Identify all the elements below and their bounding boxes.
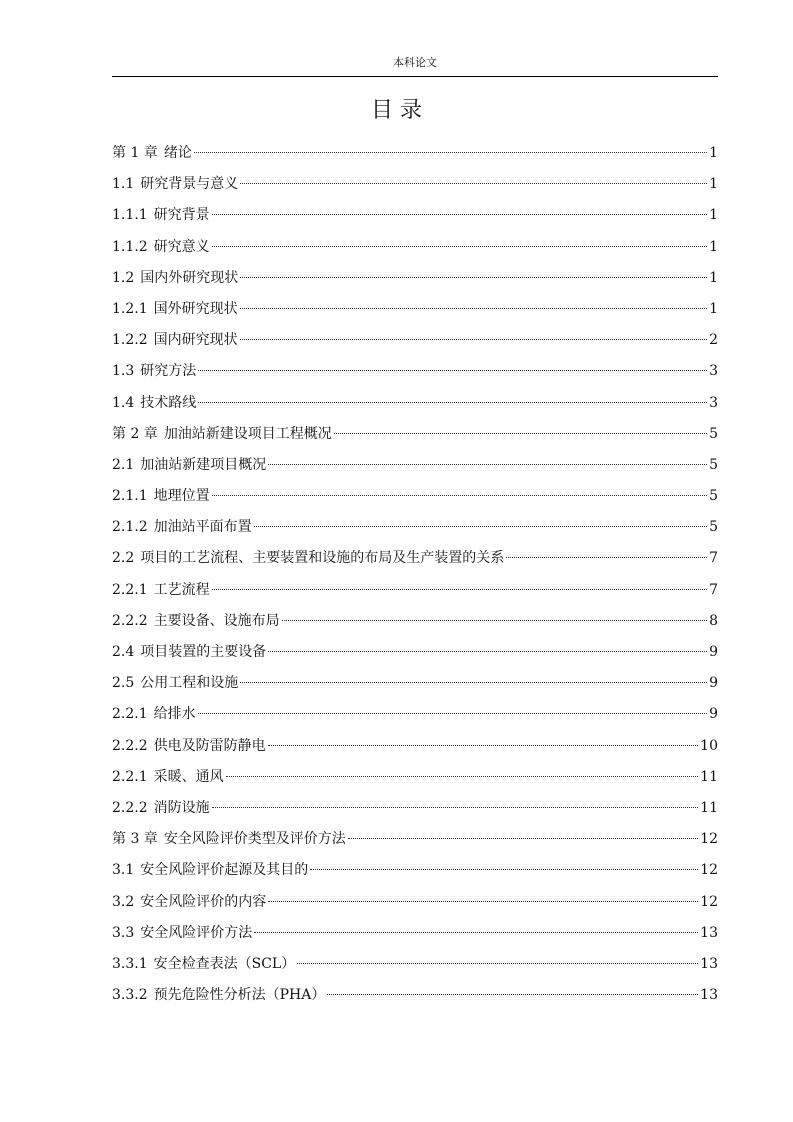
toc-entry-title: 安全风险评价的内容	[140, 893, 267, 910]
toc-entry-title: 研究背景与意义	[140, 176, 239, 193]
toc-entry-number: 2.2.1	[112, 768, 148, 785]
page-header	[112, 56, 718, 77]
toc-page-number: 13	[700, 955, 718, 972]
toc-entry-number: 3.3.2	[112, 987, 148, 1004]
toc-page-number: 13	[700, 924, 718, 941]
toc-entry-title: 加油站平面布置	[153, 519, 252, 536]
toc-dot-leader	[506, 557, 707, 558]
toc-entry-title: 项目装置的主要设备	[140, 644, 267, 660]
toc-page-number: 10	[700, 737, 718, 754]
toc-entry-number: 2.2	[112, 550, 135, 567]
toc-dot-leader	[297, 963, 698, 964]
toc-dot-leader	[226, 776, 699, 777]
toc-dot-leader	[198, 713, 707, 714]
toc-entry[interactable]	[112, 234, 718, 265]
toc-entry-title: 加油站新建设项目工程概况	[163, 425, 332, 442]
toc-entry[interactable]	[112, 795, 718, 826]
toc-entry[interactable]	[112, 982, 718, 1013]
toc-entry[interactable]	[112, 608, 718, 639]
toc-dot-leader	[334, 433, 707, 434]
toc-page-number: 9	[709, 675, 718, 692]
toc-page-number: 8	[709, 612, 718, 629]
toc-page-number: 5	[709, 456, 718, 473]
toc-entry[interactable]	[112, 639, 718, 670]
toc-page-number: 3	[709, 394, 718, 411]
toc-entry-title: 安全风险评价方法	[140, 924, 253, 941]
toc-entry-title: 研究背景	[153, 207, 210, 224]
toc-dot-leader	[254, 932, 698, 933]
toc-entry-title: 安全风险评价起源及其目的	[140, 862, 309, 879]
toc-page-number: 13	[700, 987, 718, 1004]
toc-entry-number: 1.1.1	[112, 207, 148, 224]
toc-entry-title: 给排水	[153, 706, 196, 723]
toc-entry-number: 2.2.2	[112, 799, 148, 816]
toc-entry-title: 技术路线	[140, 394, 197, 411]
toc-page-number: 7	[709, 581, 718, 598]
toc-entry-title: 研究方法	[140, 363, 197, 380]
toc-entry-number: 2.1.2	[112, 519, 148, 536]
toc-entry[interactable]	[112, 483, 718, 514]
toc-dot-leader	[212, 214, 707, 215]
toc-entry-number: 2.5	[112, 675, 135, 692]
toc-entry[interactable]	[112, 545, 718, 576]
toc-entry-number: 1.2	[112, 269, 135, 286]
toc-page-number: 7	[709, 550, 718, 567]
toc-dot-leader	[268, 464, 707, 465]
toc-dot-leader	[240, 682, 707, 683]
toc-entry[interactable]	[112, 577, 718, 608]
toc-entry-number: 第 2 章	[112, 425, 158, 442]
toc-page-number: 9	[709, 706, 718, 723]
toc-entry[interactable]	[112, 202, 718, 233]
toc-entry-title: 项目的工艺流程、主要装置和设施的布局及生产装置的关系	[140, 550, 505, 567]
toc-entry-title: 国内研究现状	[153, 332, 238, 349]
toc-dot-leader	[212, 246, 707, 247]
toc-dot-leader	[310, 869, 698, 870]
toc-entry-title: 加油站新建项目概况	[140, 456, 267, 473]
toc-dot-leader	[198, 370, 707, 371]
toc-entry-number: 2.2.1	[112, 706, 148, 723]
toc-entry[interactable]	[112, 296, 718, 327]
toc-entry-title: 安全风险评价类型及评价方法	[163, 831, 346, 848]
toc-entry-title: 公用工程和设施	[140, 675, 239, 692]
toc-entry-title: 主要设备、设施布局	[153, 612, 280, 629]
toc-entry-number: 1.3	[112, 363, 135, 380]
toc-dot-leader	[327, 994, 698, 995]
toc-entry-number: 2.2.2	[112, 737, 148, 754]
toc-entry-title: 预先危险性分析法（PHA）	[153, 987, 326, 1004]
toc-entry[interactable]	[112, 889, 718, 920]
toc-entry-title: 研究意义	[153, 238, 210, 255]
toc-entry-number: 第 1 章	[112, 145, 158, 161]
toc-page-number: 1	[709, 145, 718, 161]
toc-page-number: 1	[709, 300, 718, 317]
toc-entry-number: 2.4	[112, 644, 135, 660]
toc-dot-leader	[268, 651, 707, 652]
toc-entry-number: 3.3	[112, 924, 135, 941]
toc-entry-number: 第 3 章	[112, 831, 158, 848]
toc-page-number: 5	[709, 519, 718, 536]
toc-page-number: 5	[709, 488, 718, 505]
toc-page-number: 1	[709, 207, 718, 224]
toc-entry-number: 1.4	[112, 394, 135, 411]
toc-dot-leader	[240, 277, 707, 278]
running-title: 本科论文	[393, 56, 437, 69]
toc-dot-leader	[240, 339, 707, 340]
toc-page-number: 12	[700, 831, 718, 848]
toc-dot-leader	[198, 402, 707, 403]
toc-dot-leader	[212, 807, 699, 808]
page-title: 目 录	[371, 98, 422, 123]
toc-entry[interactable]	[112, 358, 718, 389]
toc-dot-leader	[212, 589, 707, 590]
toc-page-number: 3	[709, 363, 718, 380]
toc-page-number: 1	[709, 269, 718, 286]
toc-page-number: 12	[700, 893, 718, 910]
toc-page-number: 1	[709, 238, 718, 255]
toc-dot-leader	[212, 495, 707, 496]
toc-dot-leader	[268, 901, 698, 902]
toc-page-number: 11	[700, 768, 718, 785]
toc-entry-title: 供电及防雷防静电	[153, 737, 266, 754]
toc-entry[interactable]	[112, 701, 718, 732]
toc-entry[interactable]	[112, 265, 718, 296]
toc-entry-title: 国外研究现状	[153, 300, 238, 317]
toc-dot-leader	[268, 745, 699, 746]
toc-entry[interactable]	[112, 733, 718, 764]
toc-entry-number: 1.1.2	[112, 238, 148, 255]
toc-entry[interactable]	[112, 951, 718, 982]
toc-dot-leader	[348, 838, 698, 839]
toc-dot-leader	[240, 308, 707, 309]
toc-entry-number: 1.1	[112, 176, 135, 193]
toc-entry-number: 2.2.1	[112, 581, 148, 598]
toc-entry[interactable]	[112, 140, 718, 171]
toc-entry[interactable]	[112, 171, 718, 202]
toc-entry[interactable]	[112, 390, 718, 421]
toc-entry[interactable]	[112, 327, 718, 358]
toc-entry-number: 2.1.1	[112, 488, 148, 505]
toc-entry-title: 工艺流程	[153, 581, 210, 598]
toc-page-number: 9	[709, 644, 718, 660]
toc-entry[interactable]	[112, 920, 718, 951]
toc-dot-leader	[194, 152, 707, 153]
toc-entry[interactable]	[112, 670, 718, 701]
toc-dot-leader	[254, 526, 707, 527]
toc-entry[interactable]	[112, 514, 718, 545]
toc-entry-number: 2.2.2	[112, 612, 148, 629]
toc-entry-title: 地理位置	[153, 488, 210, 505]
toc-entry-number: 3.3.1	[112, 955, 148, 972]
toc-dot-leader	[240, 183, 707, 184]
toc-entry-title: 采暖、通风	[153, 768, 224, 785]
toc-page-number: 2	[709, 332, 718, 349]
toc-entry[interactable]	[112, 452, 718, 483]
toc-page-number: 12	[700, 862, 718, 879]
toc-entry-title: 消防设施	[153, 799, 210, 816]
toc-entry-number: 1.2.2	[112, 332, 148, 349]
toc-entry-title: 国内外研究现状	[140, 269, 239, 286]
toc-entry[interactable]	[112, 764, 718, 795]
toc-entry[interactable]	[112, 857, 718, 888]
toc-entry-title: 安全检查表法（SCL）	[153, 955, 296, 972]
toc-entry-number: 2.1	[112, 456, 135, 473]
toc-page-number: 11	[700, 799, 718, 816]
toc-entry[interactable]	[112, 421, 718, 452]
toc-page-number: 5	[709, 425, 718, 442]
toc-entry-number: 1.2.1	[112, 300, 148, 317]
toc-dot-leader	[282, 620, 707, 621]
table-of-contents	[112, 140, 718, 1013]
toc-page-number: 1	[709, 176, 718, 193]
toc-entry-number: 3.2	[112, 893, 135, 910]
toc-entry[interactable]	[112, 826, 718, 857]
toc-entry-title: 绪论	[163, 145, 192, 161]
toc-entry-number: 3.1	[112, 862, 135, 879]
